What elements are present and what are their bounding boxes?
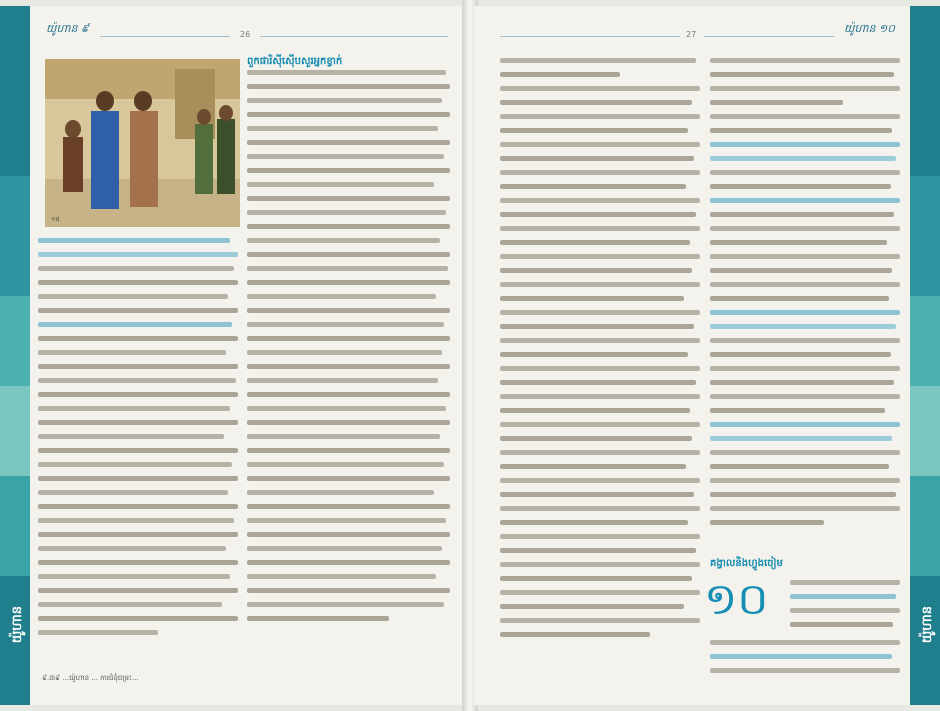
header-rule-right-2 [704, 36, 834, 37]
header-rule-left [100, 36, 230, 37]
section-heading-left: ពួកផារិស៊ីស៊ើបសួរអ្នកខ្វាក់ [247, 56, 343, 67]
right-page [474, 6, 940, 705]
running-head-left: យ៉ូហាន ៩ [46, 22, 89, 35]
right-tab-strip [910, 6, 940, 705]
right-tab-label: យ៉ូហាន [920, 606, 935, 644]
left-tab-label: យ៉ូហាន [10, 606, 25, 644]
left-column-left-text [38, 238, 238, 658]
right-column-left-text [500, 58, 700, 658]
left-page [0, 6, 466, 705]
right-column-right-text [710, 58, 900, 548]
page-number-left: 26 [240, 30, 251, 39]
chapter-opening-text [790, 580, 900, 640]
chapter-number: ១០ [704, 574, 769, 625]
page-number-right: 27 [686, 30, 697, 39]
header-rule-right [500, 36, 680, 37]
left-column-right-text [247, 70, 450, 650]
running-head-right: យ៉ូហាន ១០ [844, 22, 896, 35]
image-caption: ១៥ [51, 216, 60, 223]
section-heading-right: គង្វាលនិងហ្វូងចៀម [710, 558, 783, 569]
header-rule-left-2 [260, 36, 448, 37]
footnote-left: ៩.៣៩ ...យ៉ូហាន ... ការជំនុំជម្រះ... [42, 674, 139, 682]
illustration [45, 59, 240, 227]
chapter-continuation-text [710, 640, 900, 680]
left-tab-strip [0, 6, 30, 705]
